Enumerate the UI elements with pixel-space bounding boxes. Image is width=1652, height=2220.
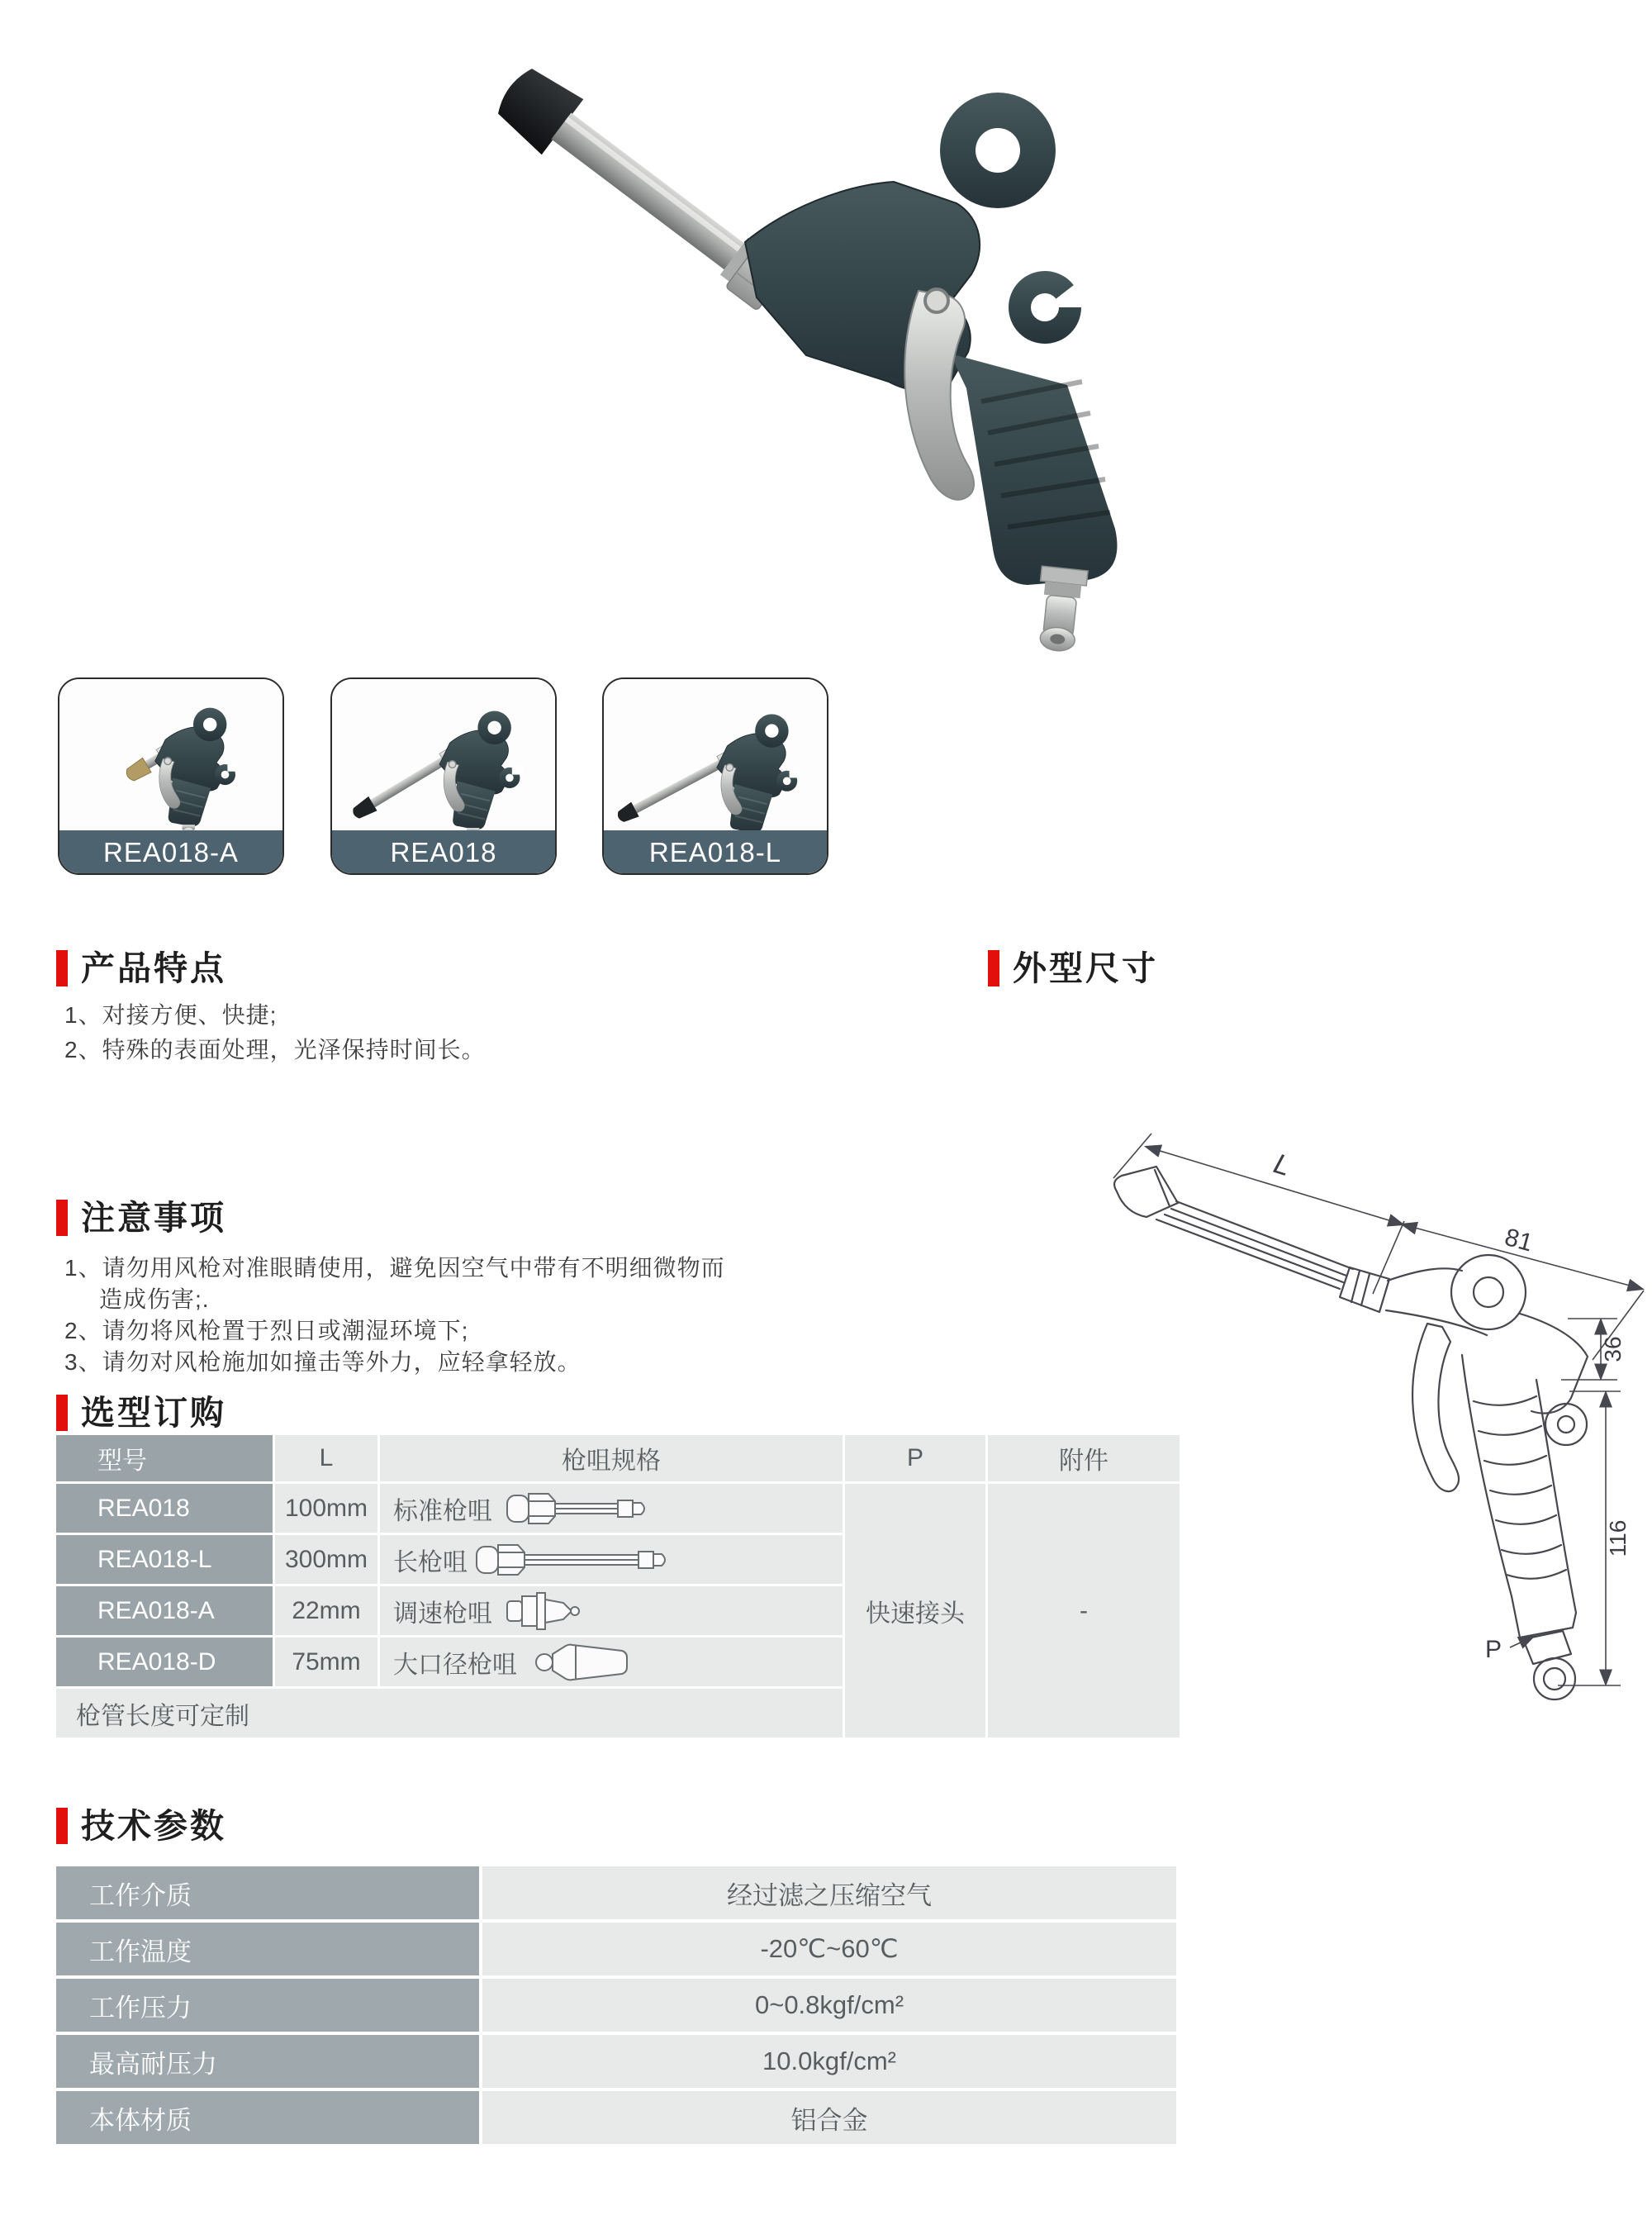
spec-value: 0~0.8kgf/cm²: [482, 1979, 1176, 2032]
trigger: [904, 291, 974, 500]
col-header-port: P: [845, 1435, 985, 1481]
section-heading-notes: [56, 1200, 226, 1236]
nozzle-cell: [380, 1638, 843, 1686]
red-accent-bar: [56, 950, 68, 986]
length-cell: 75mm: [275, 1638, 377, 1686]
dim-label-81: 81: [1502, 1223, 1536, 1257]
spec-label: 最高耐压力: [56, 2035, 479, 2088]
nozzle-name: 标准枪咀: [393, 1497, 492, 1525]
feature-item: 2、特殊的表面处理，光泽保持时间长。: [64, 1037, 486, 1062]
notes-list: [64, 1253, 725, 1378]
section-heading-specs: [56, 1808, 226, 1844]
section-title: 注意事项: [81, 1199, 226, 1237]
feature-item: 1、对接方便、快捷;: [64, 1002, 278, 1028]
dim-label-36: 36: [1600, 1336, 1626, 1362]
spec-label: 工作压力: [56, 1979, 479, 2032]
col-header-accessory: 附件: [988, 1435, 1180, 1481]
section-title: 外型尺寸: [1013, 949, 1158, 987]
hero-barrel: [489, 59, 796, 315]
thumbnail-photo: [332, 679, 555, 830]
dim-label-P: P: [1485, 1636, 1502, 1663]
large-bore-nozzle-icon: [533, 1639, 640, 1685]
length-cell: 300mm: [275, 1535, 377, 1584]
spec-table: [56, 1866, 1176, 2144]
dim-label-L: L: [1270, 1148, 1294, 1183]
red-accent-bar: [56, 1808, 68, 1844]
thumbnail-photo: [59, 679, 282, 830]
red-accent-bar: [988, 950, 999, 986]
length-cell: 100mm: [275, 1484, 377, 1533]
spec-value: 经过滤之压缩空气: [482, 1866, 1176, 1919]
accessory-cell: -: [988, 1484, 1180, 1737]
length-cell: 22mm: [275, 1586, 377, 1635]
thumbnail-card-rea018: [330, 677, 557, 875]
nozzle-cell: [380, 1484, 843, 1533]
pivot-screw: [925, 289, 948, 312]
hero-product-photo: [430, 0, 1222, 669]
note-item-continuation: 造成伤害;.: [99, 1286, 210, 1312]
thumbnail-card-rea018l: [602, 677, 828, 875]
thumbnail-label: REA018-A: [59, 830, 282, 875]
spec-value: -20℃~60℃: [482, 1923, 1176, 1975]
custom-length-note: 枪管长度可定制: [56, 1689, 843, 1737]
nozzle-name: 长枪咀: [393, 1548, 468, 1576]
quick-connector: [1033, 566, 1088, 653]
spec-value: 10.0kgf/cm²: [482, 2035, 1176, 2088]
note-item: 1、请勿用风枪对准眼睛使用，避免因空气中带有不明细微物而: [64, 1255, 725, 1281]
note-item: 3、请勿对风枪施加如撞击等外力，应轻拿轻放。: [64, 1349, 582, 1375]
note-item: 2、请勿将风枪置于烈日或潮湿环境下;: [64, 1318, 469, 1343]
thumbnail-card-rea018a: [58, 677, 284, 875]
col-header-model: 型号: [56, 1435, 273, 1481]
thumbnail-label: REA018: [332, 830, 555, 875]
model-cell: REA018-D: [56, 1638, 273, 1686]
ordering-table: [56, 1435, 1180, 1737]
spec-label: 本体材质: [56, 2091, 479, 2144]
spec-label: 工作介质: [56, 1866, 479, 1919]
section-title: 选型订购: [81, 1394, 226, 1432]
model-cell: REA018-L: [56, 1535, 273, 1584]
red-accent-bar: [56, 1200, 68, 1236]
nozzle-name: 调速枪咀: [393, 1600, 492, 1628]
port-cell: 快速接头: [845, 1484, 985, 1737]
dim-label-116: 116: [1605, 1519, 1631, 1557]
spec-value: 铝合金: [482, 2091, 1176, 2144]
col-header-nozzle: 枪咀规格: [380, 1435, 843, 1481]
nozzle-cell: [380, 1586, 843, 1635]
section-title: 产品特点: [81, 949, 226, 987]
section-heading-dimensions: [988, 950, 1158, 986]
nozzle-name: 大口径枪咀: [393, 1651, 517, 1679]
features-list: [64, 998, 486, 1067]
thumbnail-label: REA018-L: [604, 830, 827, 875]
spec-label: 工作温度: [56, 1923, 479, 1975]
col-header-length: L: [275, 1435, 377, 1481]
nozzle-cell: [380, 1535, 843, 1584]
section-title: 技术参数: [81, 1807, 226, 1845]
red-accent-bar: [56, 1395, 68, 1431]
section-heading-ordering: [56, 1395, 226, 1431]
section-heading-features: [56, 950, 226, 986]
standard-nozzle-icon: [504, 1489, 653, 1528]
thumbnail-photo: [604, 679, 827, 830]
model-cell: REA018: [56, 1484, 273, 1533]
long-nozzle-icon: [475, 1540, 673, 1580]
model-cell: REA018-A: [56, 1586, 273, 1635]
speed-adjust-nozzle-icon: [504, 1590, 595, 1633]
handle: [950, 354, 1117, 585]
dimension-drawing: [1074, 1107, 1652, 1702]
